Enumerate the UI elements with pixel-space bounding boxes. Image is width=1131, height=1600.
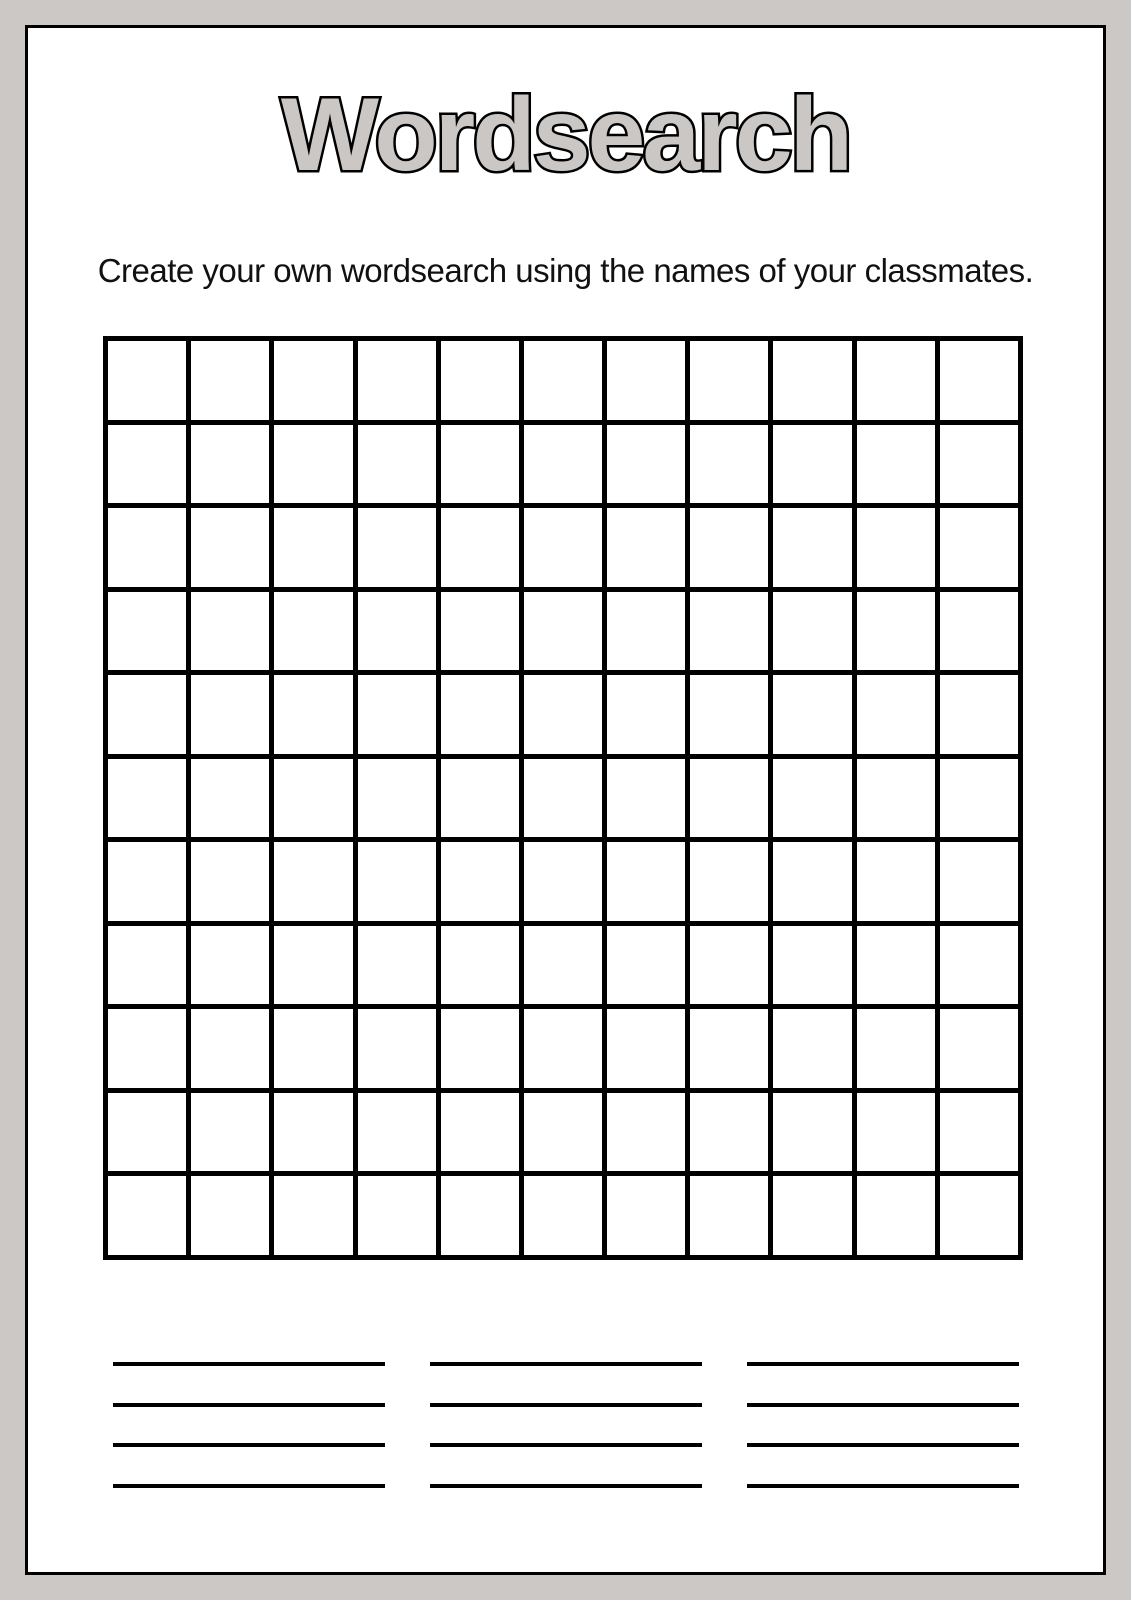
grid-cell[interactable] [690, 759, 768, 838]
grid-cell[interactable] [524, 592, 602, 671]
word-line[interactable] [747, 1484, 1019, 1488]
grid-cell[interactable] [191, 508, 269, 587]
grid-cell[interactable] [524, 341, 602, 420]
grid-cell[interactable] [940, 926, 1018, 1005]
grid-cell[interactable] [773, 425, 851, 504]
grid-cell[interactable] [358, 425, 436, 504]
grid-cell[interactable] [524, 926, 602, 1005]
grid-cell[interactable] [108, 1176, 186, 1255]
grid-cell[interactable] [108, 592, 186, 671]
grid-cell[interactable] [108, 1009, 186, 1088]
grid-cell[interactable] [607, 1093, 685, 1172]
grid-cell[interactable] [690, 1176, 768, 1255]
grid-cell[interactable] [441, 1093, 519, 1172]
grid-cell[interactable] [524, 1009, 602, 1088]
grid-cell[interactable] [524, 675, 602, 754]
grid-cell[interactable] [773, 592, 851, 671]
grid-cell[interactable] [274, 842, 352, 921]
word-line[interactable] [747, 1362, 1019, 1366]
grid-cell[interactable] [274, 675, 352, 754]
grid-cell[interactable] [857, 341, 935, 420]
grid-cell[interactable] [857, 508, 935, 587]
grid-cell[interactable] [274, 759, 352, 838]
grid-cell[interactable] [441, 1009, 519, 1088]
grid-cell[interactable] [191, 1093, 269, 1172]
word-line[interactable] [430, 1443, 702, 1447]
grid-cell[interactable] [441, 592, 519, 671]
word-line[interactable] [430, 1362, 702, 1366]
grid-cell[interactable] [108, 341, 186, 420]
grid-cell[interactable] [940, 675, 1018, 754]
word-line[interactable] [113, 1362, 385, 1366]
grid-cell[interactable] [690, 592, 768, 671]
grid-cell[interactable] [857, 1176, 935, 1255]
grid-cell[interactable] [108, 675, 186, 754]
grid-cell[interactable] [690, 842, 768, 921]
grid-cell[interactable] [191, 425, 269, 504]
grid-cell[interactable] [857, 592, 935, 671]
grid-cell[interactable] [857, 675, 935, 754]
grid-cell[interactable] [191, 1009, 269, 1088]
worksheet-page [25, 25, 1106, 1575]
grid-cell[interactable] [441, 759, 519, 838]
grid-cell[interactable] [274, 592, 352, 671]
word-line[interactable] [113, 1443, 385, 1447]
word-lines [113, 1362, 1019, 1488]
grid-cell[interactable] [773, 926, 851, 1005]
grid-cell[interactable] [607, 1009, 685, 1088]
grid-cell[interactable] [274, 1176, 352, 1255]
word-line[interactable] [113, 1484, 385, 1488]
grid-cell[interactable] [441, 341, 519, 420]
grid-cell[interactable] [358, 675, 436, 754]
grid-cell[interactable] [108, 842, 186, 921]
grid-cell[interactable] [441, 675, 519, 754]
grid-cell[interactable] [940, 341, 1018, 420]
grid-cell[interactable] [607, 592, 685, 671]
grid-cell[interactable] [274, 926, 352, 1005]
grid-cell[interactable] [607, 759, 685, 838]
grid-cell[interactable] [607, 675, 685, 754]
grid-cell[interactable] [690, 1093, 768, 1172]
grid-cell[interactable] [940, 592, 1018, 671]
grid-cell[interactable] [191, 675, 269, 754]
grid-cell[interactable] [773, 1009, 851, 1088]
grid-cell[interactable] [773, 508, 851, 587]
grid-cell[interactable] [441, 842, 519, 921]
grid-cell[interactable] [773, 341, 851, 420]
grid-cell[interactable] [607, 1176, 685, 1255]
instruction-text: Create your own wordsearch using the names of your classmates. [97, 252, 1034, 289]
grid-cell[interactable] [690, 926, 768, 1005]
grid-cell[interactable] [108, 425, 186, 504]
grid-cell[interactable] [524, 842, 602, 921]
grid-cell[interactable] [191, 1176, 269, 1255]
grid-cell[interactable] [441, 1176, 519, 1255]
grid-cell[interactable] [607, 341, 685, 420]
grid-cell[interactable] [857, 1009, 935, 1088]
grid-cell[interactable] [358, 1093, 436, 1172]
grid-cell[interactable] [358, 1176, 436, 1255]
word-line[interactable] [747, 1443, 1019, 1447]
word-line-column [113, 1362, 385, 1488]
grid-cell[interactable] [441, 926, 519, 1005]
grid-cell[interactable] [773, 1093, 851, 1172]
page-title: Wordsearch [280, 77, 851, 193]
grid-cell[interactable] [607, 425, 685, 504]
grid-cell[interactable] [108, 759, 186, 838]
grid-cell[interactable] [940, 759, 1018, 838]
grid-cell[interactable] [773, 759, 851, 838]
grid-cell[interactable] [690, 425, 768, 504]
grid-cell[interactable] [274, 425, 352, 504]
grid-cell[interactable] [857, 1093, 935, 1172]
grid-cell[interactable] [358, 926, 436, 1005]
word-line[interactable] [430, 1403, 702, 1407]
word-line-column [430, 1362, 702, 1488]
wordsearch-grid [103, 336, 1023, 1260]
grid-cell[interactable] [191, 926, 269, 1005]
grid-cell[interactable] [191, 842, 269, 921]
grid-cell[interactable] [108, 1093, 186, 1172]
grid-cell[interactable] [690, 341, 768, 420]
grid-cell[interactable] [940, 842, 1018, 921]
word-line[interactable] [113, 1403, 385, 1407]
grid-cell[interactable] [857, 425, 935, 504]
grid-cell[interactable] [524, 1093, 602, 1172]
grid-cell[interactable] [524, 508, 602, 587]
grid-cell[interactable] [940, 1176, 1018, 1255]
word-line-column [747, 1362, 1019, 1488]
grid-cell[interactable] [191, 341, 269, 420]
grid-cell[interactable] [690, 675, 768, 754]
grid-cell[interactable] [690, 508, 768, 587]
grid-cell[interactable] [524, 1176, 602, 1255]
grid-cell[interactable] [441, 425, 519, 504]
grid-cell[interactable] [940, 1093, 1018, 1172]
grid-cell[interactable] [524, 425, 602, 504]
grid-cell[interactable] [441, 508, 519, 587]
grid-cell[interactable] [940, 508, 1018, 587]
grid-cell[interactable] [857, 926, 935, 1005]
grid-cell[interactable] [773, 675, 851, 754]
grid-cell[interactable] [607, 842, 685, 921]
grid-cell[interactable] [524, 759, 602, 838]
word-line[interactable] [430, 1484, 702, 1488]
grid-cell[interactable] [358, 508, 436, 587]
grid-cell[interactable] [274, 341, 352, 420]
grid-cell[interactable] [274, 508, 352, 587]
grid-cell[interactable] [607, 508, 685, 587]
grid-cell[interactable] [358, 592, 436, 671]
grid-cell[interactable] [108, 508, 186, 587]
grid-cell[interactable] [857, 759, 935, 838]
grid-cell[interactable] [607, 926, 685, 1005]
grid-cell[interactable] [274, 1009, 352, 1088]
grid-cell[interactable] [358, 341, 436, 420]
grid-cell[interactable] [940, 1009, 1018, 1088]
grid-cell[interactable] [274, 1093, 352, 1172]
grid-cell[interactable] [773, 842, 851, 921]
grid-cell[interactable] [773, 1176, 851, 1255]
grid-cell[interactable] [191, 592, 269, 671]
word-line[interactable] [747, 1403, 1019, 1407]
grid-cell[interactable] [358, 1009, 436, 1088]
grid-cell[interactable] [857, 842, 935, 921]
grid-cell[interactable] [191, 759, 269, 838]
grid-cell[interactable] [358, 842, 436, 921]
grid-cell[interactable] [358, 759, 436, 838]
grid-cell[interactable] [108, 926, 186, 1005]
grid-cell[interactable] [940, 425, 1018, 504]
grid-cell[interactable] [690, 1009, 768, 1088]
